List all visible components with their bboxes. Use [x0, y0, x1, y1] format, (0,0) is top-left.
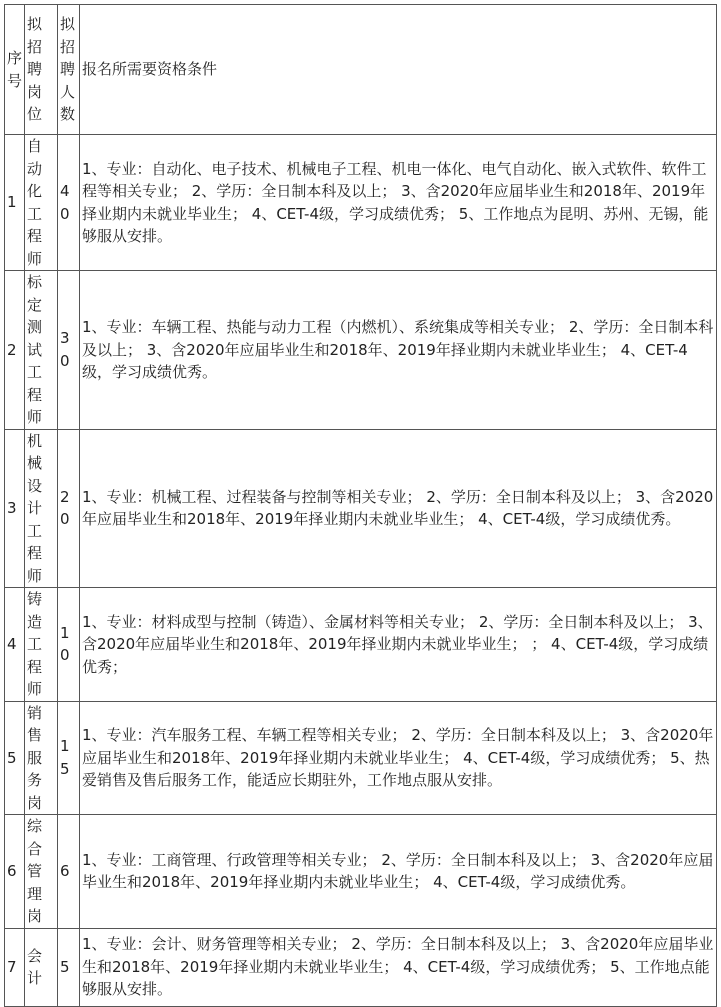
row-requirements: 1、专业：会计、财务管理等相关专业； 2、学历：全日制本科及以上； 3、含2020年应届毕业生和2018年、2019年择业期内未就业毕业生； 4、CET-4级，学习成绩优秀； 5、工作地点能够服从安排。 [80, 928, 717, 1006]
row-seq: 5 [5, 701, 25, 815]
row-seq: 1 [5, 135, 25, 271]
recruitment-table [4, 4, 717, 1007]
row-position: 铸造工程师 [25, 588, 58, 702]
row-count: 6 [58, 815, 80, 929]
row-count: 5 [58, 928, 80, 1006]
table-row [5, 815, 717, 929]
row-requirements: 1、专业：材料成型与控制（铸造）、金属材料等相关专业； 2、学历：全日制本科及以上； 3、含2020年应届毕业生和2018年、2019年择业期内未就业毕业生； ； 4、CET-4级，学习成绩优秀； [80, 588, 717, 702]
row-position: 自动化工程师 [25, 135, 58, 271]
row-position: 机械设计工程师 [25, 429, 58, 588]
row-seq: 7 [5, 928, 25, 1006]
header-count: 拟招聘人数 [58, 5, 80, 135]
header-seq: 序号 [5, 5, 25, 135]
table-row [5, 135, 717, 271]
row-seq: 2 [5, 271, 25, 430]
row-position: 销售服务岗 [25, 701, 58, 815]
row-requirements: 1、专业：汽车服务工程、车辆工程等相关专业； 2、学历：全日制本科及以上； 3、含2020年应届毕业生和2018年、2019年择业期内未就业毕业生； 4、CET-4级，学习成绩优秀； 5、热爱销售及售后服务工作，能适应长期驻外，工作地点服从安排。 [80, 701, 717, 815]
row-count: 15 [58, 701, 80, 815]
table-header-row [5, 5, 717, 135]
row-seq: 4 [5, 588, 25, 702]
table-row [5, 429, 717, 588]
row-requirements: 1、专业：车辆工程、热能与动力工程（内燃机）、系统集成等相关专业； 2、学历：全日制本科及以上； 3、含2020年应届毕业生和2018年、2019年择业期内未就业毕业生； 4、CET-4级，学习成绩优秀。 [80, 271, 717, 430]
table-row [5, 588, 717, 702]
row-requirements: 1、专业：机械工程、过程装备与控制等相关专业； 2、学历：全日制本科及以上； 3、含2020年应届毕业生和2018年、2019年择业期内未就业毕业生； 4、CET-4级，学习成绩优秀。 [80, 429, 717, 588]
row-position: 会计 [25, 928, 58, 1006]
row-count: 20 [58, 429, 80, 588]
row-count: 10 [58, 588, 80, 702]
header-position: 拟招聘岗位 [25, 5, 58, 135]
header-requirements: 报名所需要资格条件 [80, 5, 717, 135]
table-row [5, 928, 717, 1006]
row-count: 30 [58, 271, 80, 430]
row-requirements: 1、专业：自动化、电子技术、机械电子工程、机电一体化、电气自动化、嵌入式软件、软件工程等相关专业； 2、学历：全日制本科及以上； 3、含2020年应届毕业生和2018年、2019年择业期内未就业毕业生； 4、CET-4级，学习成绩优秀； 5、工作地点为昆明、苏州、无锡，能够服从安排。 [80, 135, 717, 271]
row-position: 综合管理岗 [25, 815, 58, 929]
row-seq: 6 [5, 815, 25, 929]
row-count: 40 [58, 135, 80, 271]
table-row [5, 701, 717, 815]
row-position: 标定测试工程师 [25, 271, 58, 430]
row-requirements: 1、专业：工商管理、行政管理等相关专业； 2、学历：全日制本科及以上； 3、含2020年应届毕业生和2018年、2019年择业期内未就业毕业生； 4、CET-4级，学习成绩优秀。 [80, 815, 717, 929]
table-row [5, 271, 717, 430]
row-seq: 3 [5, 429, 25, 588]
